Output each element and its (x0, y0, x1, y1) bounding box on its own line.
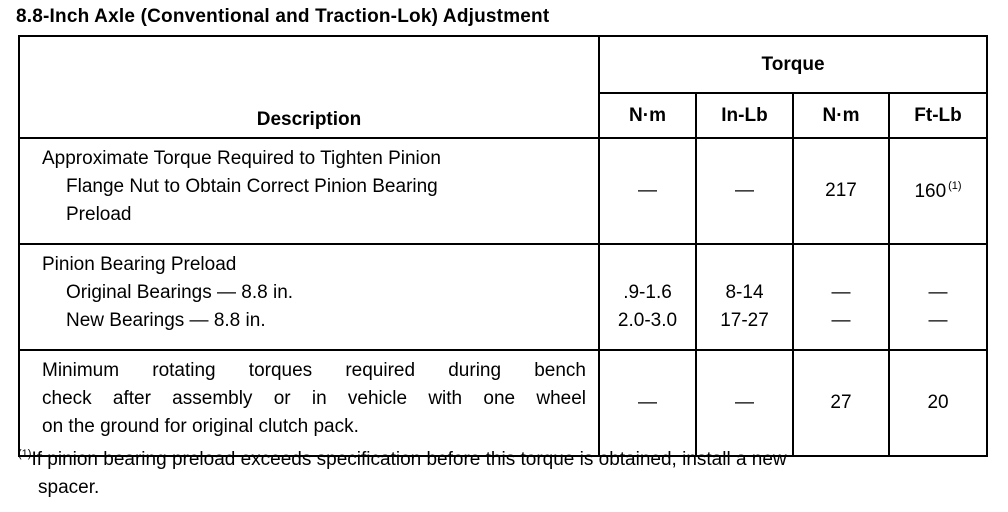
description-line: Flange Nut to Obtain Correct Pinion Bearing (66, 176, 438, 197)
header-row-group (19, 36, 987, 93)
description-line: Minimum rotating torques required during bench (42, 360, 586, 381)
cell-value: 20 (889, 350, 987, 456)
description-line: on the ground for original clutch pack. (42, 416, 359, 437)
cell-value: 27 (793, 350, 889, 456)
row-description (19, 138, 599, 244)
description-line: Pinion Bearing Preload (42, 254, 237, 275)
description-line: Approximate Torque Required to Tighten Pinion (42, 148, 441, 169)
header-description: Description (19, 36, 599, 138)
torque-spec-table (18, 35, 988, 457)
header-torque: Torque (599, 36, 987, 93)
cell-value-pair (889, 244, 987, 350)
cell-value: 17-27 (720, 310, 769, 331)
cell-value: .9-1.6 (623, 282, 672, 303)
cell-value: 217 (793, 138, 889, 244)
footnote-marker: (1) (18, 448, 32, 460)
page-title: 8.8-Inch Axle (Conventional and Traction-Lok) Adjustment (16, 6, 550, 27)
footnote-text-line-1: If pinion bearing preload exceeds specification before this torque is obtained, install a new (31, 449, 787, 470)
cell-value-pair (599, 244, 696, 350)
cell-value-pair (793, 244, 889, 350)
header-unit-nm-1: N·m (599, 93, 696, 138)
cell-value: 2.0-3.0 (617, 310, 678, 331)
cell-value: — (599, 138, 696, 244)
cell-value: — (928, 310, 948, 331)
footnote-text-line-2: spacer. (38, 477, 100, 498)
cell-value: — (928, 282, 948, 303)
table-row (19, 138, 987, 244)
row-description (19, 244, 599, 350)
cell-value: — (696, 350, 793, 456)
cell-value: — (696, 138, 793, 244)
cell-value: — (599, 350, 696, 456)
cell-value: — (831, 282, 851, 303)
header-unit-nm-2: N·m (793, 93, 889, 138)
cell-value: 8-14 (725, 282, 764, 303)
description-line: New Bearings — 8.8 in. (66, 310, 266, 331)
description-line: check after assembly or in vehicle with one wheel (42, 388, 586, 409)
description-line: Original Bearings — 8.8 in. (66, 282, 294, 303)
table-row (19, 244, 987, 350)
cell-value: — (831, 310, 851, 331)
footnote (18, 440, 990, 502)
cell-value-with-footnote (889, 138, 987, 244)
description-line: Preload (66, 204, 132, 225)
cell-value: 160 (914, 180, 947, 202)
cell-value-pair (696, 244, 793, 350)
header-unit-in-lb: In-Lb (696, 93, 793, 138)
header-unit-ft-lb: Ft-Lb (889, 93, 987, 138)
footnote-reference: (1) (948, 179, 962, 192)
